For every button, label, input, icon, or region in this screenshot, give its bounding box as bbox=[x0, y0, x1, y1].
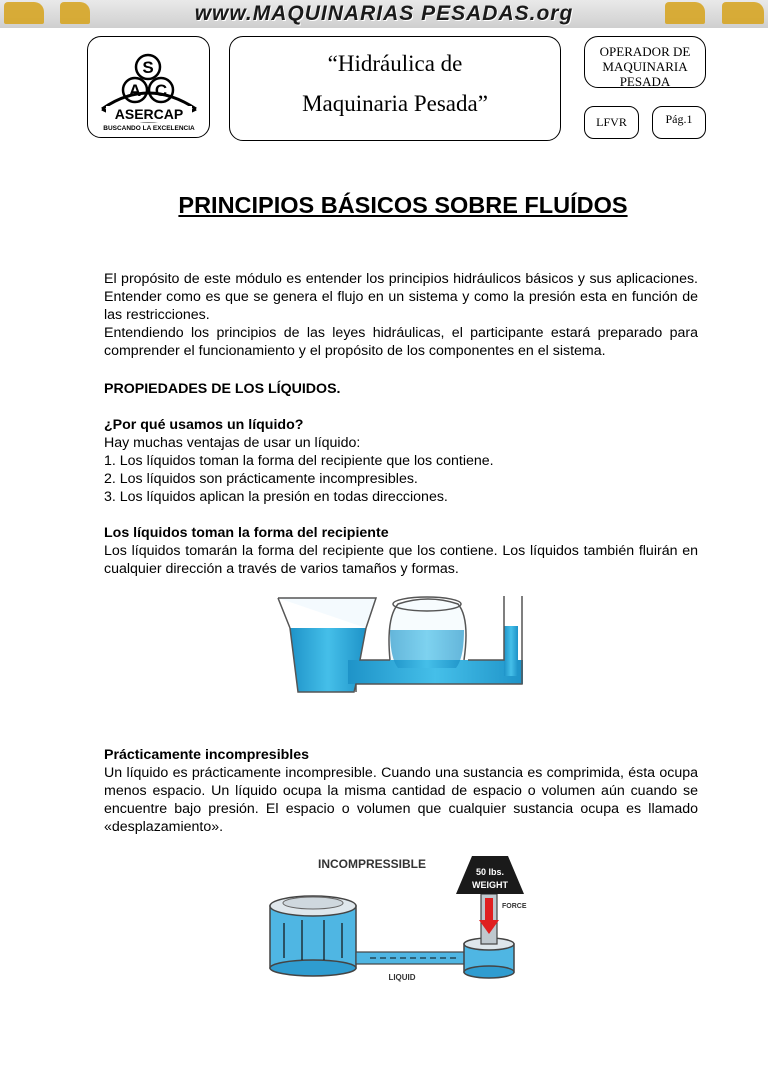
intro-paragraph-1: El propósito de este módulo es entender los principios hidráulicos básicos y sus aplicaciones. Entender como es que se genera el flujo en un sistema y como la presión esta en función de las restricciones. bbox=[104, 271, 698, 323]
container-shape-section bbox=[104, 524, 698, 578]
page-number: Pág.1 bbox=[652, 106, 706, 139]
operator-box bbox=[584, 36, 706, 88]
asercap-logo bbox=[88, 37, 209, 137]
logo-letter-s: S bbox=[142, 58, 154, 77]
force-label: FORCE bbox=[502, 903, 527, 910]
document-title-line1: “Hidráulica de bbox=[327, 51, 463, 76]
weight-top-label: 50 lbs. bbox=[475, 867, 505, 877]
list-item: 2. Los líquidos son prácticamente incompresibles. bbox=[104, 471, 418, 487]
question-heading: ¿Por qué usamos un líquido? bbox=[104, 417, 304, 433]
liquid-label: LIQUID bbox=[388, 973, 416, 982]
page-heading: PRINCIPIOS BÁSICOS SOBRE FLUÍDOS bbox=[178, 192, 628, 218]
document-title-line2: Maquinaria Pesada” bbox=[302, 91, 488, 116]
intro-section bbox=[104, 270, 698, 360]
section-body: Los líquidos tomarán la forma del recipiente que los contiene. Los líquidos también fluirán en cualquier dirección a través de varios tamaños y formas. bbox=[104, 543, 698, 577]
logo-box bbox=[87, 36, 210, 138]
incompressible-section bbox=[104, 746, 698, 836]
operator-label: OPERADOR DE MAQUINARIA PESADA bbox=[599, 44, 691, 88]
title-box bbox=[229, 36, 561, 141]
site-banner bbox=[0, 0, 768, 28]
intro-paragraph-2: Entendiendo los principios de las leyes hidráulicas, el participante estará preparado para comprender el funcionamiento y el propósito de los componentes en el sistema. bbox=[104, 325, 698, 359]
lead-text: Hay muchas ventajas de usar un líquido: bbox=[104, 435, 361, 451]
site-name: www.MAQUINARIAS PESADAS.org bbox=[194, 2, 574, 25]
figure-title: INCOMPRESSIBLE bbox=[317, 857, 427, 871]
section-subtitle: Prácticamente incompresibles bbox=[104, 747, 310, 763]
logo-letter-a: A bbox=[128, 81, 142, 100]
communicating-vessels-figure bbox=[268, 588, 528, 708]
logo-letter-c: C bbox=[154, 81, 168, 100]
section-subtitle: Los líquidos toman la forma del recipiente bbox=[104, 525, 389, 541]
author-code: LFVR bbox=[584, 106, 639, 139]
weight-bottom-label: WEIGHT bbox=[472, 880, 508, 890]
list-item: 3. Los líquidos aplican la presión en todas direcciones. bbox=[104, 489, 448, 505]
section-body: Un líquido es prácticamente incompresible. Cuando una sustancia es comprimida, ésta ocupa menos espacio. Un líquido ocupa la misma cantidad de espacio o volumen aún cuando se encuentre bajo presión. El espacio o volumen que cualquier sustancia ocupa es llamado «desplazamiento». bbox=[104, 765, 698, 835]
incompressible-figure bbox=[262, 848, 542, 988]
liquid-properties-section bbox=[104, 380, 698, 506]
logo-name: ASERCAP bbox=[114, 106, 184, 122]
list-item: 1. Los líquidos toman la forma del recipiente que los contiene. bbox=[104, 453, 494, 469]
logo-tagline: BUSCANDO LA EXCELENCIA bbox=[103, 125, 195, 132]
section-title: PROPIEDADES DE LOS LÍQUIDOS. bbox=[104, 381, 341, 397]
